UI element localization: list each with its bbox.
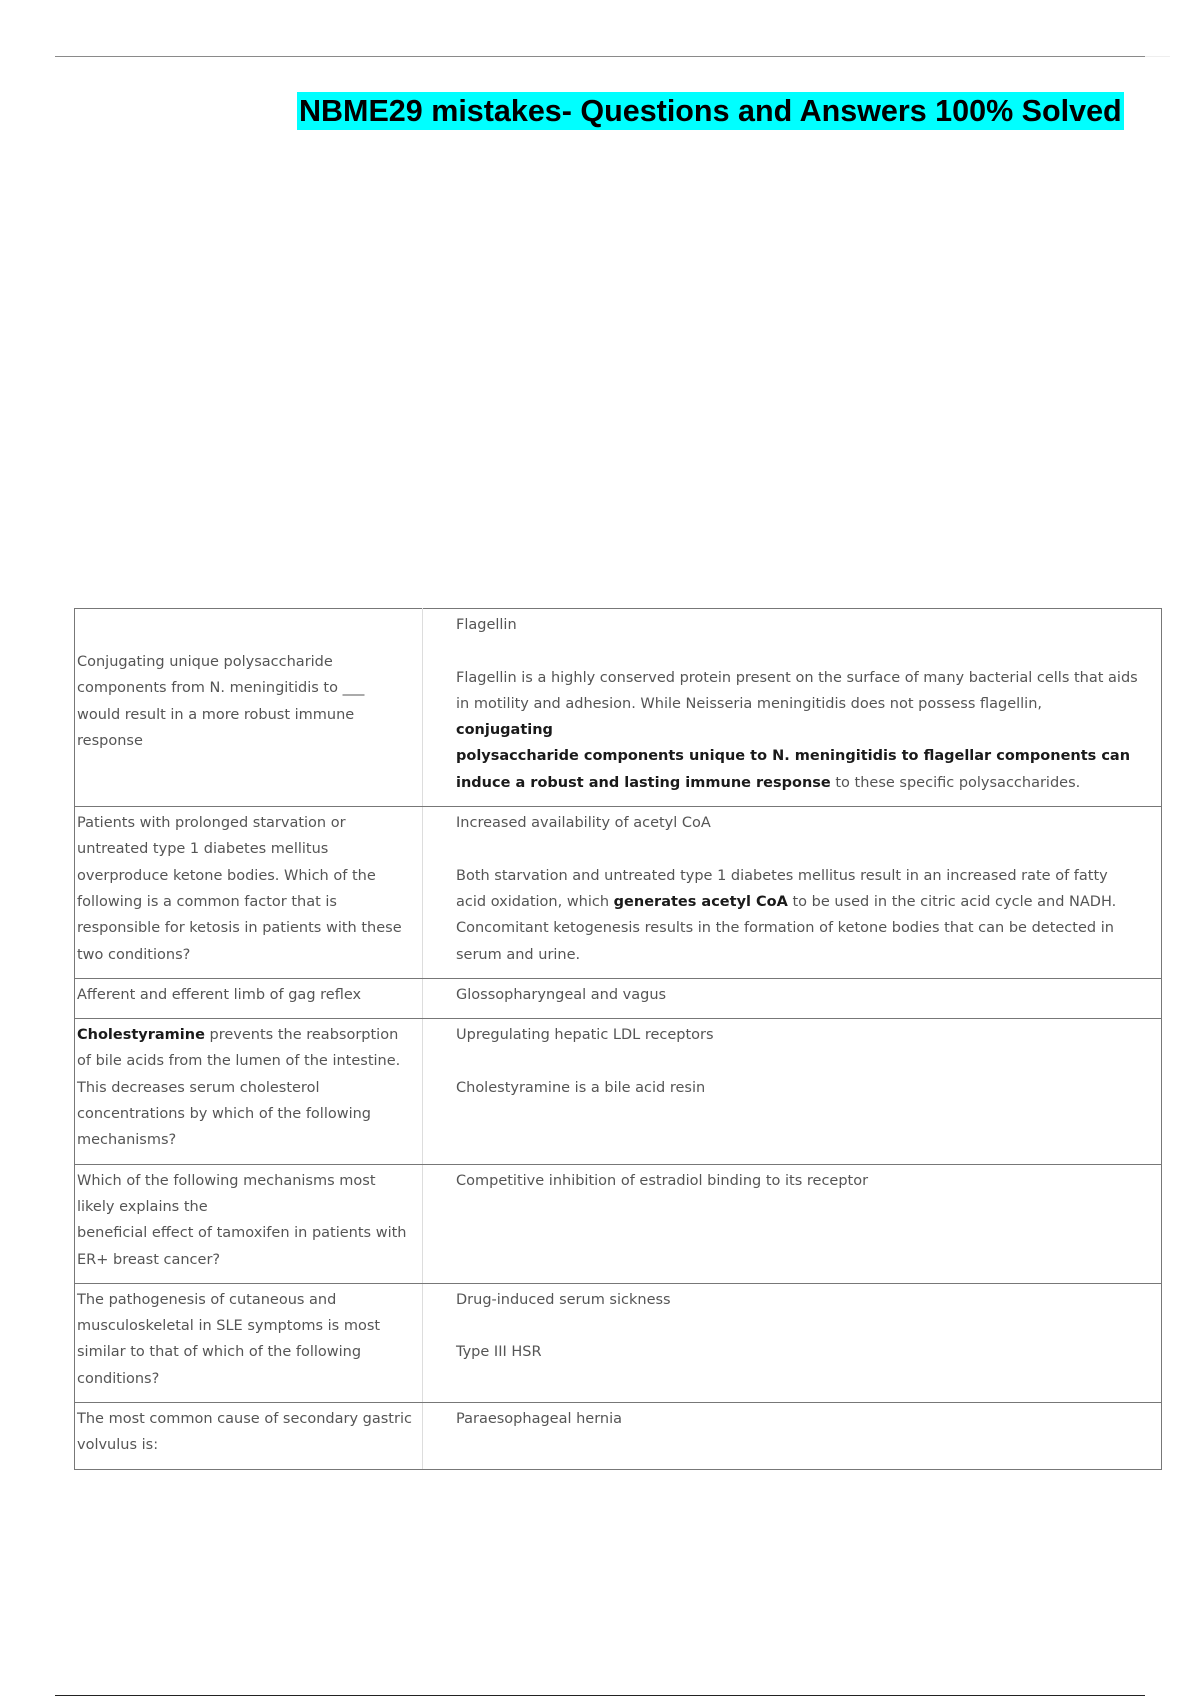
table-row — [75, 1019, 1162, 1164]
question-text: Afferent and efferent limb of gag reflex — [77, 986, 362, 1003]
qa-table — [74, 608, 1162, 1470]
document-title: NBME29 mistakes- Questions and Answers 100% Solved — [299, 94, 1122, 128]
question-cell — [75, 1403, 423, 1470]
spacer — [456, 638, 1141, 664]
question-text: prevents the reabsorption of bile acids from the lumen of the intestine. This decreases serum cholesterol concentrations by which of the following mechanisms? — [77, 1027, 401, 1149]
explanation-bold: generates acetyl CoA — [613, 893, 788, 910]
table-row — [75, 1164, 1162, 1283]
answer-cell — [423, 1164, 1162, 1283]
header-rule — [55, 56, 1145, 57]
table-row — [75, 609, 1162, 807]
answer-cell — [423, 609, 1162, 807]
question-text: The most common cause of secondary gastric volvulus is: — [77, 1411, 412, 1454]
question-cell — [75, 1019, 423, 1164]
explanation-text — [456, 863, 1141, 968]
answer-text: Upregulating hepatic LDL receptors — [456, 1027, 714, 1044]
question-text: Which of the following mechanisms most likely explains the — [77, 1172, 376, 1215]
spacer — [456, 1048, 1141, 1074]
answer-text: Competitive inhibition of estradiol binding to its receptor — [456, 1172, 869, 1189]
explanation-end: to these specific polysaccharides. — [830, 774, 1081, 791]
spacer — [456, 836, 1141, 862]
spacer — [456, 1313, 1141, 1339]
table-row — [75, 1403, 1162, 1470]
table-row — [75, 1283, 1162, 1402]
explanation-text: Cholestyramine is a bile acid resin — [456, 1079, 706, 1096]
question-text: The pathogenesis of cutaneous and musculoskeletal in SLE symptoms is most similar to that of which of the following conditions? — [77, 1291, 381, 1387]
answer-text: Increased availability of acetyl CoA — [456, 815, 711, 832]
explanation-text — [456, 665, 1141, 796]
answer-text: Flagellin — [456, 617, 517, 633]
question-text: Conjugating unique polysaccharide components from N. meningitidis to ___ would result in a more robust immune response — [77, 654, 365, 749]
answer-cell — [423, 1019, 1162, 1164]
question-cell — [75, 978, 423, 1018]
question-cell — [75, 1164, 423, 1283]
answer-cell — [423, 1283, 1162, 1402]
question-text: beneficial effect of tamoxifen in patients with ER+ breast cancer? — [77, 1225, 407, 1268]
explanation-bold: conjugating — [456, 722, 553, 739]
table-row — [75, 807, 1162, 979]
answer-text: Drug-induced serum sickness — [456, 1291, 671, 1308]
footer-rule — [55, 1695, 1145, 1696]
answer-cell — [423, 978, 1162, 1018]
question-cell — [75, 609, 423, 807]
explanation-start: Flagellin is a highly conserved protein present on the surface of many bacterial cells that aids in motility and adhesion. While Neisseria meningitidis does not possess flagellin, — [456, 669, 1138, 712]
answer-cell — [423, 807, 1162, 979]
question-text: Patients with prolonged starvation or untreated type 1 diabetes mellitus overproduce ketone bodies. Which of the following is a common factor that is responsible for ketosis in patients with these two conditions? — [77, 815, 402, 963]
answer-text: Glossopharyngeal and vagus — [456, 986, 667, 1003]
question-cell — [75, 807, 423, 979]
explanation-end: to be used in the citric acid cycle and NADH. Concomitant ketogenesis results in the formation of ketone bodies that can be detected in serum and urine. — [456, 893, 1117, 963]
question-cell — [75, 1283, 423, 1402]
answer-cell — [423, 1403, 1162, 1470]
answer-text: Paraesophageal hernia — [456, 1411, 623, 1428]
header-rule-fade — [1145, 56, 1170, 57]
question-bold: Cholestyramine — [77, 1027, 205, 1044]
explanation-text: Type III HSR — [456, 1344, 542, 1361]
explanation-bold: polysaccharide components unique to N. meningitidis to flagellar components can induce a robust and lasting immune response — [456, 748, 1131, 791]
table-row — [75, 978, 1162, 1018]
explanation-start: Both starvation and untreated type 1 diabetes mellitus result in an increased rate of fatty acid oxidation, which — [456, 867, 1108, 910]
